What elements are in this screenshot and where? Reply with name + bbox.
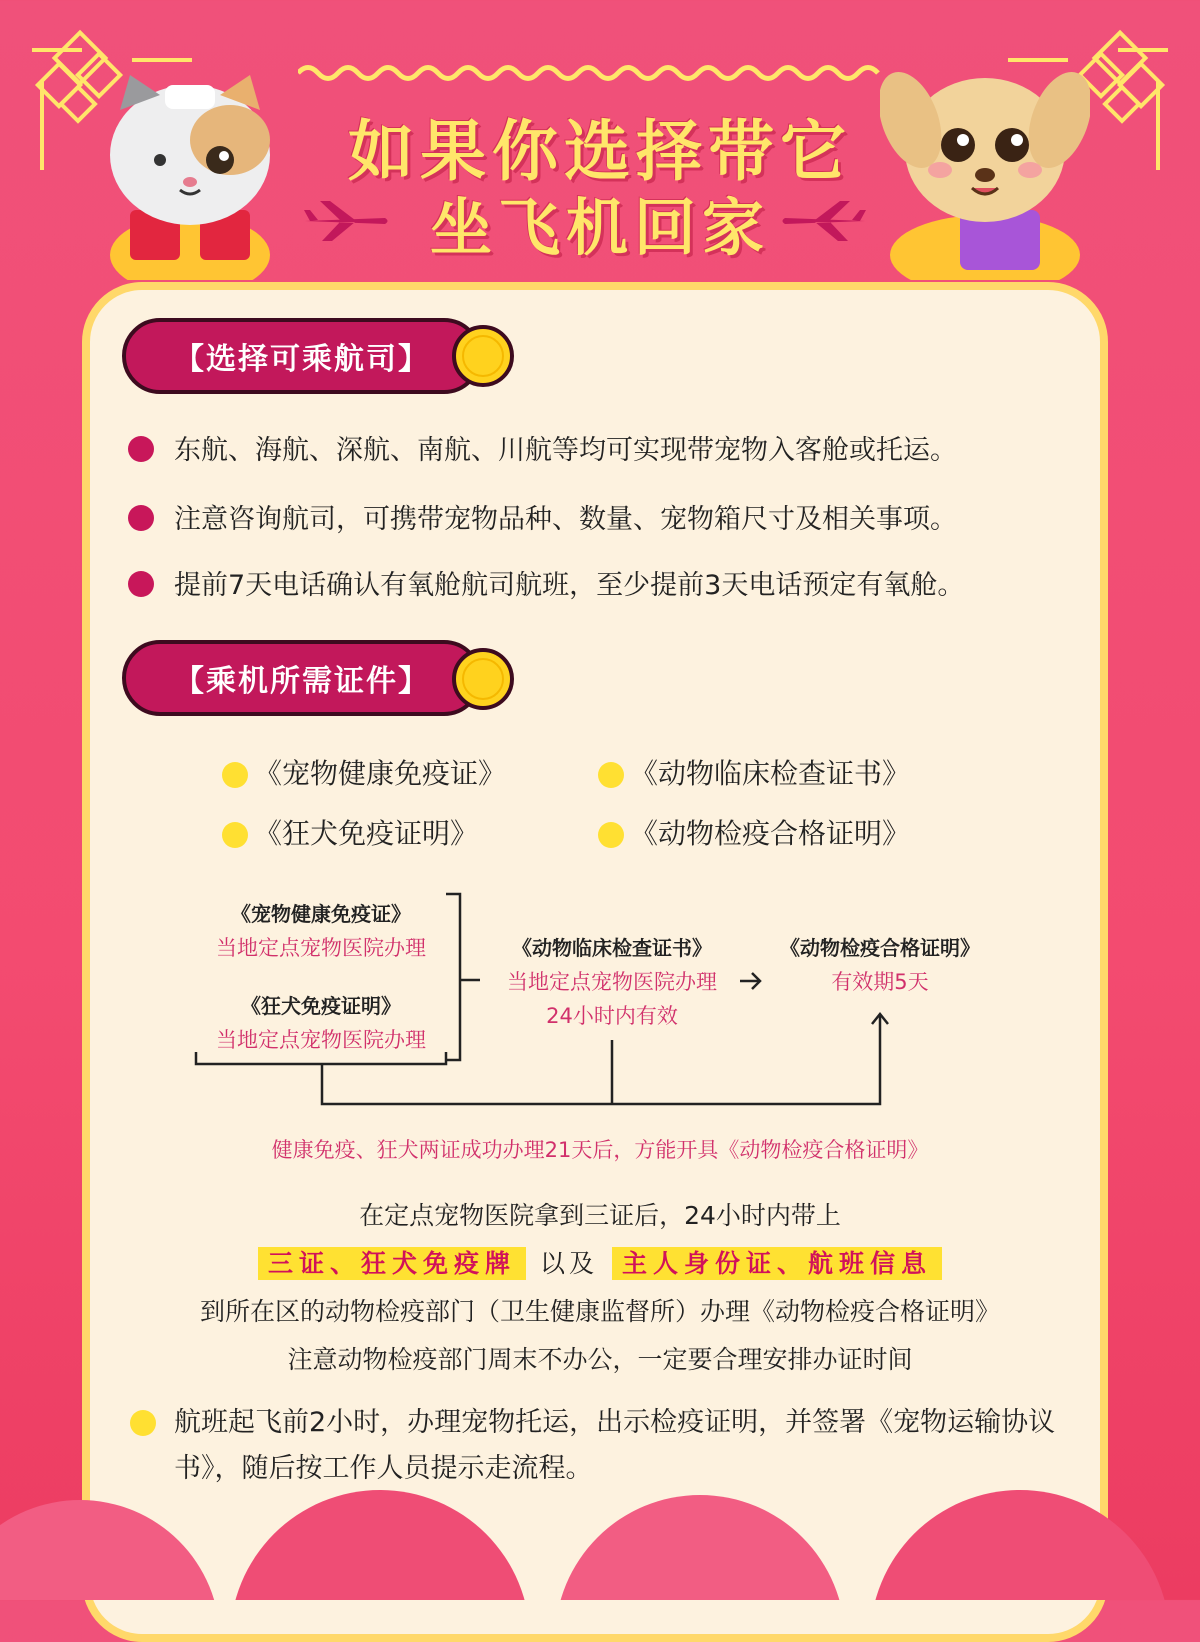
flow-box4-sub: 有效期5天 — [831, 970, 929, 994]
doc-item: 《动物临床检查证书》 — [598, 752, 910, 792]
flow-box2-sub: 当地定点宠物医院办理 — [216, 1028, 426, 1052]
section-label-airlines: 【选择可乘航司】 — [122, 318, 482, 394]
highlight-badge: 三证、狂犬免疫牌 — [258, 1247, 526, 1280]
airplane-icon — [300, 196, 390, 246]
flow-box2-title: 《狂犬免疫证明》 — [241, 994, 401, 1018]
coin-icon — [452, 325, 514, 387]
bullet-dot-icon — [598, 822, 624, 848]
note-line3: 到所在区的动物检疫部门（卫生健康监督所）办理《动物检疫合格证明》 — [199, 1297, 1000, 1326]
page-title-line2: 坐飞机回家 — [429, 191, 770, 264]
bullet-dot-icon — [222, 762, 248, 788]
bullet-dot-icon — [128, 505, 154, 531]
airplane-icon — [780, 196, 870, 246]
note-connector: 以及 — [539, 1249, 598, 1278]
doc-item: 《动物检疫合格证明》 — [598, 812, 910, 852]
flow-box3-sub2: 24小时内有效 — [546, 1004, 678, 1028]
bullet-dot-icon — [598, 762, 624, 788]
cat-mascot-icon — [100, 70, 280, 280]
bubble-decoration — [0, 1490, 1200, 1600]
note-line2 — [0, 1244, 1200, 1280]
bullet-dot-icon — [128, 436, 154, 462]
flow-box3-title: 《动物临床检查证书》 — [512, 936, 712, 960]
highlight-badge: 主人身份证、航班信息 — [612, 1247, 942, 1280]
doc-item: 《宠物健康免疫证》 — [222, 752, 506, 792]
note-line4: 注意动物检疫部门周末不办公，一定要合理安排办证时间 — [287, 1345, 913, 1374]
section-label-documents: 【乘机所需证件】 — [122, 640, 482, 716]
flow-box1-sub: 当地定点宠物医院办理 — [216, 936, 426, 960]
bullet-dot-icon — [222, 822, 248, 848]
bullet-dot-icon — [128, 571, 154, 597]
flow-box3-sub1: 当地定点宠物医院办理 — [507, 970, 717, 994]
bullet-dot-icon — [130, 1410, 156, 1436]
flow-box1-title: 《宠物健康免疫证》 — [231, 902, 411, 926]
wave-decoration — [298, 62, 880, 84]
coin-icon — [452, 648, 514, 710]
page-title-line1: 如果你选择带它 — [348, 113, 852, 190]
flow-footer-note: 健康免疫、狂犬两证成功办理21天后，方能开具《动物检疫合格证明》 — [271, 1138, 929, 1162]
doc-item: 《狂犬免疫证明》 — [222, 812, 478, 852]
flow-box4-title: 《动物检疫合格证明》 — [780, 936, 980, 960]
dog-mascot-icon — [880, 60, 1090, 280]
note-line1: 在定点宠物医院拿到三证后，24小时内带上 — [359, 1201, 841, 1230]
